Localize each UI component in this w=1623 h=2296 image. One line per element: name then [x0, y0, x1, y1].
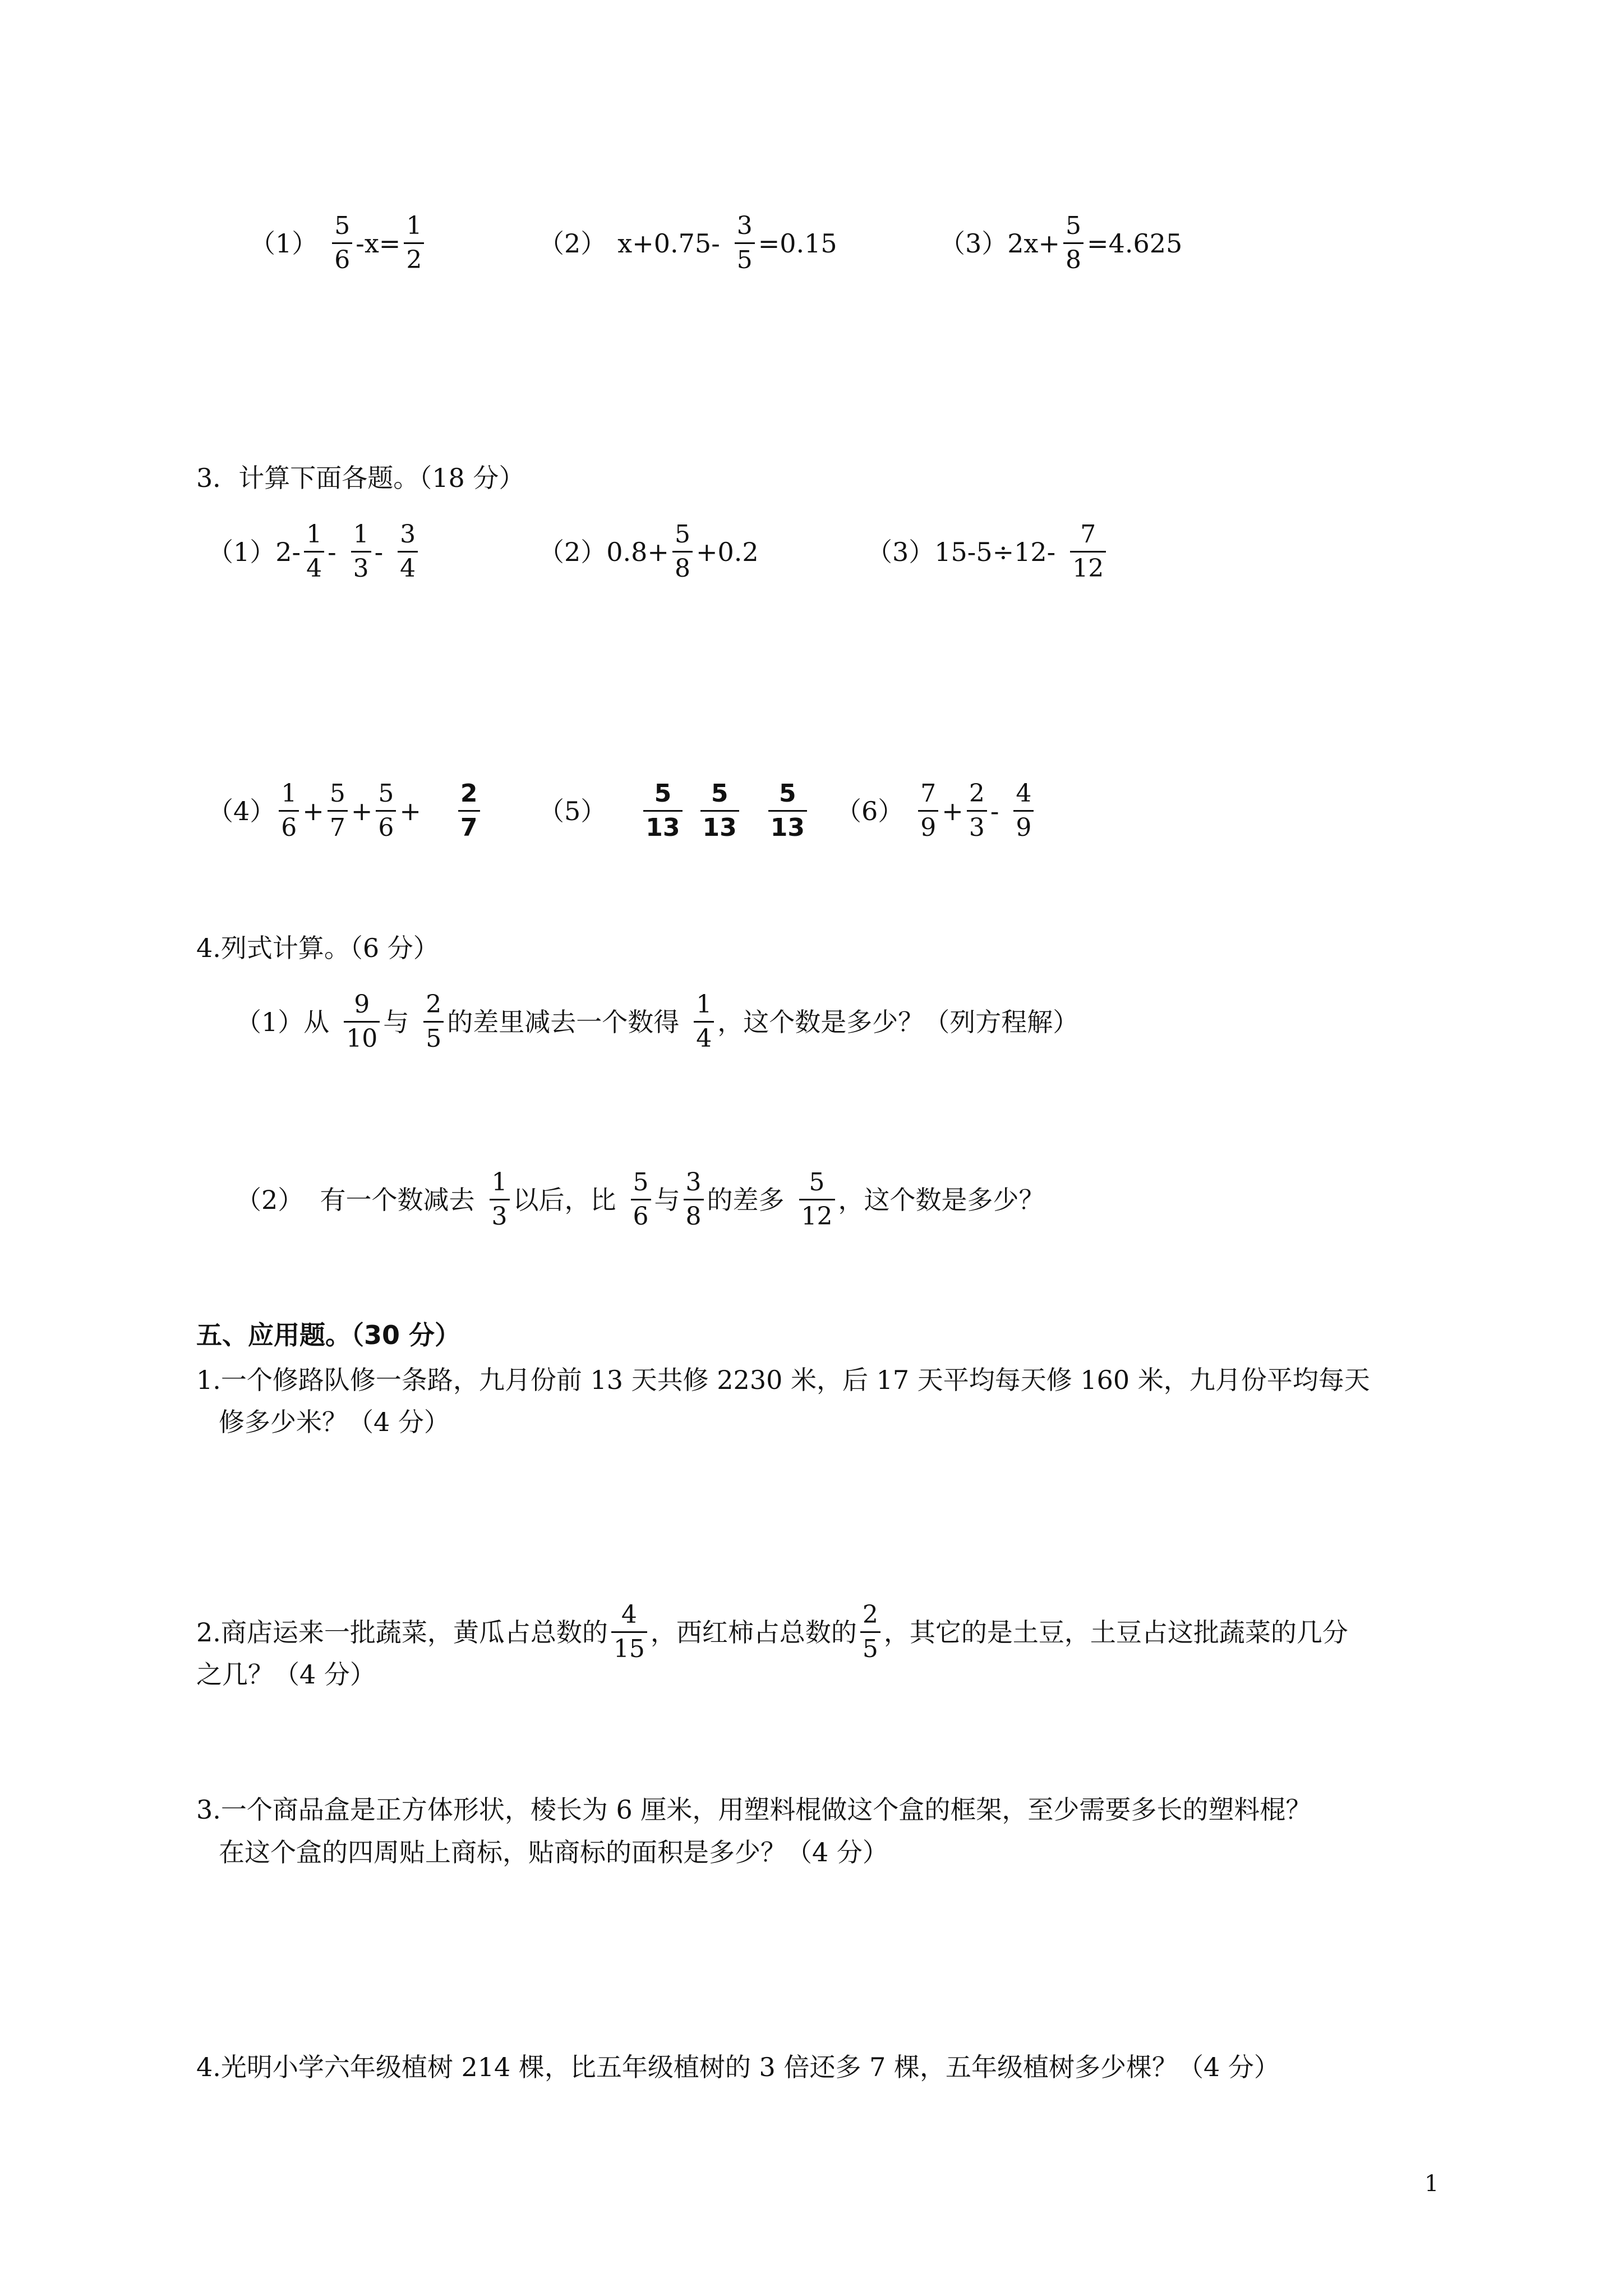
s5-q1-line2 [219, 1405, 450, 1439]
fraction [860, 1602, 880, 1662]
operator: - [374, 536, 384, 567]
fraction [672, 522, 693, 582]
q4-problem-2 [236, 1170, 1045, 1230]
section-5-title [196, 1318, 460, 1352]
q4-problem-1 [236, 992, 1078, 1052]
fraction [799, 1170, 835, 1230]
problem-text: （1）从 [236, 1006, 330, 1037]
denominator: 6 [376, 810, 396, 841]
q3-problem-4 [208, 781, 483, 841]
numerator: 5 [378, 779, 394, 808]
s5-q3-line2 [219, 1835, 888, 1869]
s5-q2 [196, 1602, 1348, 1662]
numerator: 1 [281, 779, 297, 808]
problem-text: 2.商店运来一批蔬菜，黄瓜占总数的 [196, 1617, 608, 1648]
fraction [631, 1170, 651, 1230]
denominator: 3 [351, 551, 371, 582]
equation-3-label: （3）2x+ [939, 228, 1061, 259]
fraction [918, 781, 938, 841]
equation-2-label: （2） [538, 228, 607, 259]
denominator: 4 [694, 1021, 714, 1052]
fraction [694, 992, 714, 1052]
numerator: 5 [334, 211, 351, 240]
equation-1-label: （1） [250, 228, 318, 259]
problem-text: +0.2 [695, 536, 759, 567]
page-number: 1 [1424, 2171, 1439, 2197]
s5-q2-line2 [196, 1658, 376, 1691]
problem-text: ，这个数是多少？ [838, 1184, 1045, 1215]
problem-text: 4.光明小学六年级植树 214 棵，比五年级植树的 3 倍还多 7 棵，五年级植树多少棵？（4 分） [196, 2052, 1280, 2082]
fraction [768, 781, 807, 841]
numerator: 5 [674, 520, 690, 549]
problem-label: （1）2- [208, 536, 301, 567]
problem-text: 的差多 [707, 1184, 785, 1215]
denominator: 9 [1013, 810, 1034, 841]
problem-text: ，其它的是土豆，土豆占这批蔬菜的几分 [883, 1617, 1348, 1648]
problem-text: 之几？（4 分） [196, 1659, 376, 1690]
denominator: 5 [423, 1021, 444, 1052]
operator: + [302, 795, 324, 826]
numerator: 5 [633, 1168, 649, 1197]
numerator: 1 [406, 211, 422, 240]
fraction [1070, 522, 1106, 582]
numerator: 3 [400, 520, 416, 549]
q4-title [196, 931, 439, 965]
numerator: 5 [809, 1168, 825, 1197]
problem-label: （5） [538, 795, 607, 826]
problem-text: 修多少米？（4 分） [219, 1407, 450, 1437]
operator: + [399, 795, 421, 826]
numerator: 5 [329, 779, 345, 808]
fraction [423, 992, 444, 1052]
fraction [398, 522, 418, 582]
fraction [458, 781, 480, 841]
numerator: 7 [1080, 520, 1096, 549]
numerator: 5 [1066, 211, 1082, 240]
operator: + [351, 795, 373, 826]
operator: - [328, 536, 336, 567]
denominator: 5 [860, 1631, 880, 1662]
denominator: 6 [279, 810, 299, 841]
numerator: 2 [969, 779, 985, 808]
numerator: 4 [621, 1600, 637, 1629]
operator: + [942, 795, 963, 826]
q3-problem-3 [866, 522, 1109, 582]
fraction [351, 522, 371, 582]
equation-3 [939, 213, 1182, 273]
fraction [490, 1170, 510, 1230]
fraction [404, 213, 424, 273]
equation-text: =0.15 [758, 228, 837, 259]
problem-text: ，这个数是多少？（列方程解） [717, 1006, 1079, 1037]
equation-text: x+0.75- [617, 228, 720, 259]
problem-text: 的差里减去一个数得 [447, 1006, 680, 1037]
denominator: 4 [304, 551, 324, 582]
denominator: 9 [918, 810, 938, 841]
numerator: 3 [685, 1168, 702, 1197]
problem-label: （6） [836, 795, 904, 826]
numerator: 5 [711, 779, 728, 808]
problem-text: 在这个盒的四周贴上商标，贴商标的面积是多少？（4 分） [219, 1837, 888, 1867]
problem-label: （2）0.8+ [538, 536, 669, 567]
equation-2 [538, 213, 837, 273]
fraction [344, 992, 380, 1052]
fraction [279, 781, 299, 841]
problem-text: 以后，比 [513, 1184, 616, 1215]
numerator: 2 [426, 990, 442, 1019]
denominator: 13 [768, 810, 807, 841]
denominator: 8 [684, 1199, 704, 1230]
fraction [1063, 213, 1083, 273]
equation-text: -x= [356, 228, 401, 259]
q4-title-text: 4.列式计算。（6 分） [196, 933, 439, 963]
problem-text: ，西红柿占总数的 [650, 1617, 857, 1648]
q3-problem-5 [538, 781, 810, 841]
denominator: 8 [672, 551, 693, 582]
fraction [735, 213, 755, 273]
fraction [611, 1602, 647, 1662]
numerator: 1 [491, 1168, 508, 1197]
numerator: 9 [354, 990, 370, 1019]
q3-problem-1 [208, 522, 421, 582]
q3-problem-6 [836, 781, 1037, 841]
numerator: 1 [353, 520, 369, 549]
denominator: 4 [398, 551, 418, 582]
numerator: 5 [654, 779, 672, 808]
denominator: 3 [490, 1199, 510, 1230]
numerator: 5 [779, 779, 796, 808]
fraction [967, 781, 987, 841]
fraction [328, 781, 348, 841]
numerator: 4 [1016, 779, 1032, 808]
fraction [304, 522, 324, 582]
q3-title-text: 3．计算下面各题。（18 分） [196, 463, 525, 493]
problem-text: 与 [383, 1006, 409, 1037]
fraction [376, 781, 396, 841]
denominator: 12 [1070, 551, 1106, 582]
denominator: 5 [735, 242, 755, 273]
problem-text: 与 [654, 1184, 680, 1215]
q3-title [196, 461, 524, 495]
denominator: 3 [967, 810, 987, 841]
numerator: 1 [306, 520, 322, 549]
fraction [332, 213, 352, 273]
denominator: 12 [799, 1199, 835, 1230]
numerator: 2 [862, 1600, 878, 1629]
denominator: 8 [1063, 242, 1083, 273]
section-5-title-text: 五、应用题。（30 分） [196, 1320, 461, 1350]
equation-text: =4.625 [1087, 228, 1183, 259]
problem-text: 3.一个商品盒是正方体形状，棱长为 6 厘米，用塑料棍做这个盒的框架，至少需要多长的塑料棍？ [196, 1795, 1312, 1825]
numerator: 1 [696, 990, 712, 1019]
denominator: 7 [328, 810, 348, 841]
numerator: 3 [736, 211, 753, 240]
denominator: 6 [332, 242, 352, 273]
s5-q3-line1 [196, 1793, 1311, 1826]
fraction [700, 781, 739, 841]
denominator: 2 [404, 242, 424, 273]
problem-text: 1.一个修路队修一条路，九月份前 13 天共修 2230 米，后 17 天平均每天修 160 米，九月份平均每天 [196, 1365, 1370, 1395]
fraction [1013, 781, 1034, 841]
numerator: 7 [920, 779, 937, 808]
denominator: 10 [344, 1021, 380, 1052]
q3-problem-2 [538, 522, 759, 582]
denominator: 13 [643, 810, 682, 841]
fraction [684, 1170, 704, 1230]
problem-label: （4） [208, 795, 276, 826]
equation-1 [250, 213, 427, 273]
problem-label: （3）15-5÷12- [866, 536, 1056, 567]
denominator: 7 [458, 810, 480, 841]
numerator: 2 [460, 779, 478, 808]
s5-q1-line1 [196, 1363, 1370, 1397]
fraction [643, 781, 682, 841]
denominator: 6 [631, 1199, 651, 1230]
operator: - [990, 795, 999, 826]
denominator: 13 [700, 810, 739, 841]
denominator: 15 [611, 1631, 647, 1662]
s5-q4 [196, 2050, 1280, 2084]
problem-text: （2） 有一个数减去 [236, 1184, 475, 1215]
